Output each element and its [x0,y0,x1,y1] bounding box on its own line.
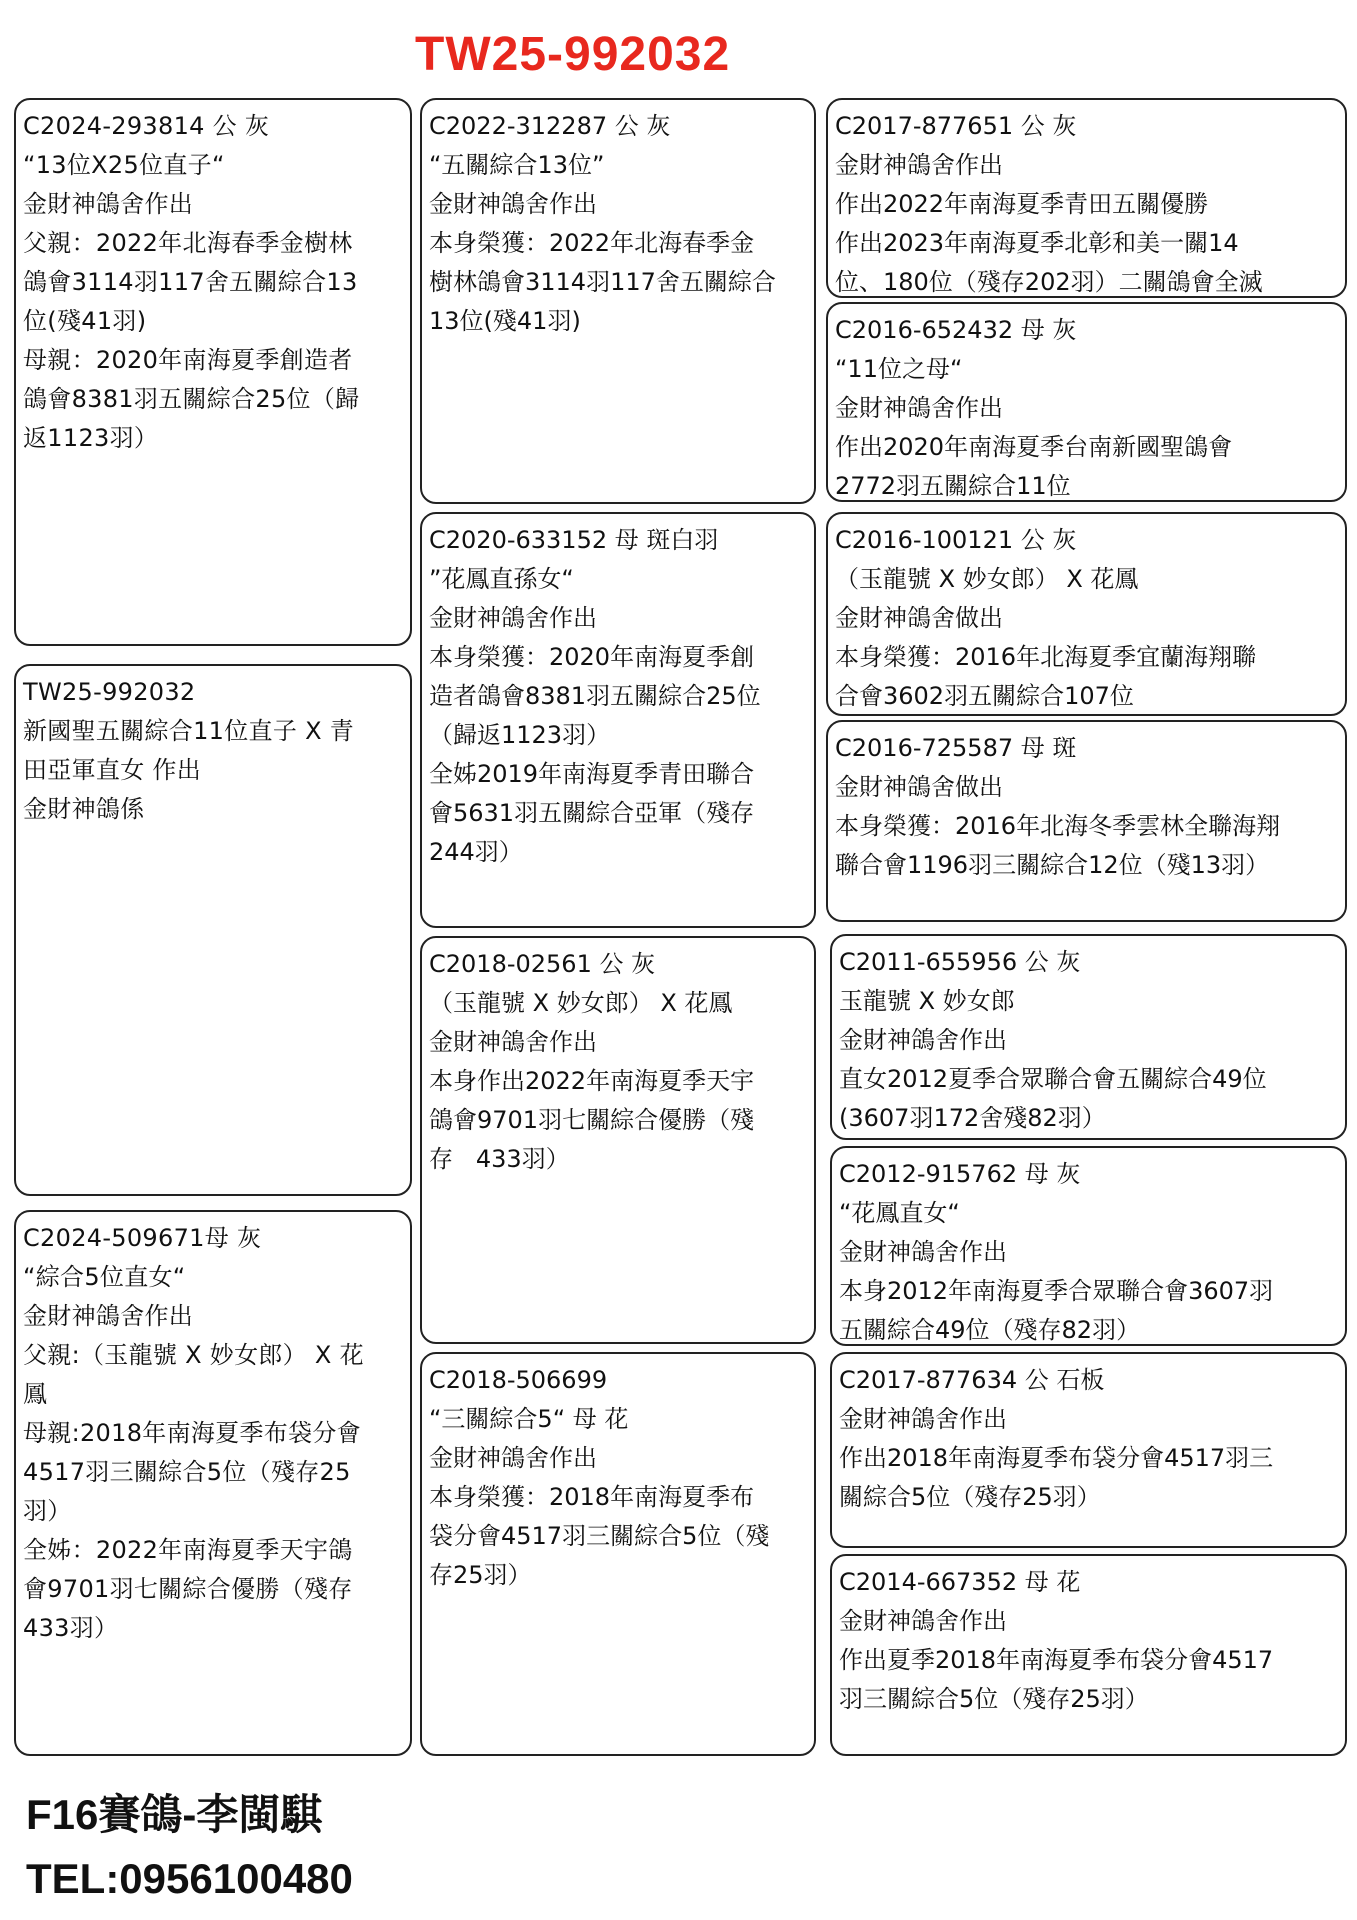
pedigree-text-line: 鳳 [23,1380,48,1408]
pedigree-text-line: 4517羽三關綜合5位（殘存25 [23,1458,351,1486]
pedigree-text-line: 會5631羽五關綜合亞軍（殘存 [429,799,755,827]
pedigree-text-line: 金財神鴿舍做出 [835,604,1003,632]
pedigree-text-line: 金財神鴿舍作出 [23,1302,194,1330]
pedigree-text-line: 2772羽五關綜合11位 [835,472,1071,500]
subject-box [14,664,412,1196]
pigeon-ring-line: TW25-992032 [23,678,196,706]
pedigree-text-line: 金財神鴿舍作出 [839,1607,1007,1635]
ds-sire-box [830,934,1347,1140]
pedigree-text-line: 母親：2020年南海夏季創造者 [23,346,353,374]
pedigree-text-line: 金財神鴿舍做出 [835,773,1003,801]
pigeon-ring-line: C2024-293814 公 灰 [23,112,270,140]
pedigree-text-line: 造者鴿會8381羽五關綜合25位 [429,682,761,710]
pedigree-text-line: “五關綜合13位” [429,151,605,179]
pedigree-text-line: 鴿會8381羽五關綜合25位（歸 [23,385,360,413]
pigeon-ring-line: C2024-509671母 灰 [23,1224,262,1252]
pedigree-text-line: 本身作出2022年南海夏季天宇 [429,1067,755,1095]
pedigree-text-line: 直女2012夏季合眾聯合會五關綜合49位 [839,1065,1267,1093]
pedigree-text-line: （玉龍號 X 妙女郎） X 花鳳 [429,989,733,1017]
pedigree-text-line: 本身榮獲：2018年南海夏季布 [429,1483,755,1511]
pedigree-text-line: 新國聖五關綜合11位直子 X 青 [23,717,355,745]
pedigree-text-line: 存25羽） [429,1561,532,1589]
pigeon-ring-line: C2020-633152 母 斑白羽 [429,526,719,554]
pedigree-text-line: 作出2020年南海夏季台南新國聖鴿會 [835,433,1233,461]
pigeon-ring-line: C2017-877651 公 灰 [835,112,1077,140]
pedigree-text-line: 聯合會1196羽三關綜合12位（殘13羽） [835,851,1270,879]
pedigree-text-line: 鴿會3114羽117舍五關綜合13 [23,268,358,296]
pedigree-text-line: 五關綜合49位（殘存82羽） [839,1316,1141,1344]
pedigree-text-line: 羽） [23,1497,72,1525]
pedigree-text-line: 作出2022年南海夏季青田五關優勝 [835,190,1209,218]
pedigree-text-line: 位(殘41羽) [23,307,147,335]
pedigree-text-line: 金財神鴿舍作出 [835,394,1003,422]
pedigree-text-line: 金財神鴿舍作出 [839,1238,1007,1266]
pedigree-text-line: 父親：2022年北海春季金樹林 [23,229,353,257]
pigeon-ring-line: C2014-667352 母 花 [839,1568,1081,1596]
pigeon-ring-line: C2018-506699 [429,1366,608,1394]
pedigree-text-line: 433羽） [23,1614,119,1642]
sire-dam-box [420,512,816,928]
sire-sire-box [420,98,816,504]
pedigree-text-line: （歸返1123羽） [429,721,611,749]
pedigree-text-line: “三關綜合5“ 母 花 [429,1405,629,1433]
pedigree-text-line: （玉龍號 X 妙女郎） X 花鳳 [835,565,1139,593]
pedigree-text-line: ”花鳳直孫女“ [429,565,574,593]
pedigree-text-line: 金財神鴿舍作出 [835,151,1003,179]
footer-telephone: TEL:0956100480 [26,1855,353,1902]
pedigree-text-line: 244羽） [429,838,523,866]
pedigree-text-line: 田亞軍直女 作出 [23,756,202,784]
pedigree-text-line: 關綜合5位（殘存25羽） [839,1483,1101,1511]
pedigree-text-line: 金財神鴿係 [23,795,145,823]
pedigree-text-line: 本身2012年南海夏季合眾聯合會3607羽 [839,1277,1274,1305]
pedigree-text-line: 合會3602羽五關綜合107位 [835,682,1134,710]
pedigree-text-line: 金財神鴿舍作出 [23,190,194,218]
pedigree-text-line: 本身榮獲：2020年南海夏季創 [429,643,755,671]
pedigree-text-line: 本身榮獲：2022年北海春季金 [429,229,755,257]
pedigree-text-line: 鴿會9701羽七關綜合優勝（殘 [429,1106,755,1134]
pedigree-text-line: 金財神鴿舍作出 [839,1026,1007,1054]
ss-sire-box [826,98,1347,298]
dam-dam-box [420,1352,816,1756]
ss-dam-box [826,302,1347,502]
pedigree-text-line: 存 433羽） [429,1145,570,1173]
pedigree-text-line: “綜合5位直女“ [23,1263,186,1291]
pedigree-text-line: 母親:2018年南海夏季布袋分會 [23,1419,361,1447]
pigeon-ring-line: C2012-915762 母 灰 [839,1160,1081,1188]
pigeon-ring-line: C2016-725587 母 斑 [835,734,1077,762]
pedigree-text-line: 作出2018年南海夏季布袋分會4517羽三 [839,1444,1274,1472]
pedigree-text-line: 全姊：2022年南海夏季天宇鴿 [23,1536,353,1564]
pedigree-text-line: 13位(殘41羽) [429,307,581,335]
pedigree-text-line: 本身榮獲：2016年北海夏季宜蘭海翔聯 [835,643,1257,671]
pedigree-ring-number-title: TW25-992032 [415,28,731,81]
pedigree-text-line: “11位之母“ [835,355,963,383]
dam-box [14,1210,412,1756]
sd-sire-box [826,512,1347,716]
pigeon-ring-line: C2017-877634 公 石板 [839,1366,1105,1394]
pedigree-text-line: 羽三關綜合5位（殘存25羽） [839,1685,1149,1713]
pedigree-text-line: 本身榮獲：2016年北海冬季雲林全聯海翔 [835,812,1281,840]
pedigree-text-line: 袋分會4517羽三關綜合5位（殘 [429,1522,770,1550]
pedigree-text-line: 金財神鴿舍作出 [429,190,597,218]
pedigree-text-line: 金財神鴿舍作出 [429,604,597,632]
sd-dam-box [826,720,1347,922]
pigeon-ring-line: C2016-652432 母 灰 [835,316,1077,344]
dd-sire-box [830,1352,1347,1548]
pedigree-text-line: 會9701羽七關綜合優勝（殘存 [23,1575,353,1603]
footer-breeder-name: F16賽鴿-李閩騏 [26,1791,323,1838]
pedigree-text-line: “13位X25位直子“ [23,151,225,179]
pedigree-text-line: 返1123羽） [23,424,159,452]
pedigree-text-line: 樹林鴿會3114羽117舍五關綜合 [429,268,776,296]
pedigree-text-line: 金財神鴿舍作出 [429,1028,597,1056]
pedigree-text-line: 父親:（玉龍號 X 妙女郎） X 花 [23,1341,364,1369]
dd-dam-box [830,1554,1347,1756]
pedigree-text-line: 位、180位（殘存202羽）二關鴿會全滅 [835,268,1263,296]
pedigree-text-line: 金財神鴿舍作出 [429,1444,597,1472]
pigeon-ring-line: C2022-312287 公 灰 [429,112,671,140]
pedigree-text-line: “花鳳直女“ [839,1199,960,1227]
sire-box [14,98,412,646]
pigeon-ring-line: C2018-02561 公 灰 [429,950,656,978]
dam-sire-box [420,936,816,1344]
pedigree-text-line: 玉龍號 X 妙女郎 [839,987,1015,1015]
pigeon-ring-line: C2011-655956 公 灰 [839,948,1081,976]
pedigree-text-line: 作出2023年南海夏季北彰和美一關14 [835,229,1239,257]
pedigree-text-line: 作出夏季2018年南海夏季布袋分會4517 [839,1646,1274,1674]
pigeon-ring-line: C2016-100121 公 灰 [835,526,1077,554]
pedigree-text-line: 全姊2019年南海夏季青田聯合 [429,760,755,788]
pedigree-text-line: 金財神鴿舍作出 [839,1405,1007,1433]
ds-dam-box [830,1146,1347,1346]
pedigree-text-line: (3607羽172舍殘82羽） [839,1104,1106,1132]
